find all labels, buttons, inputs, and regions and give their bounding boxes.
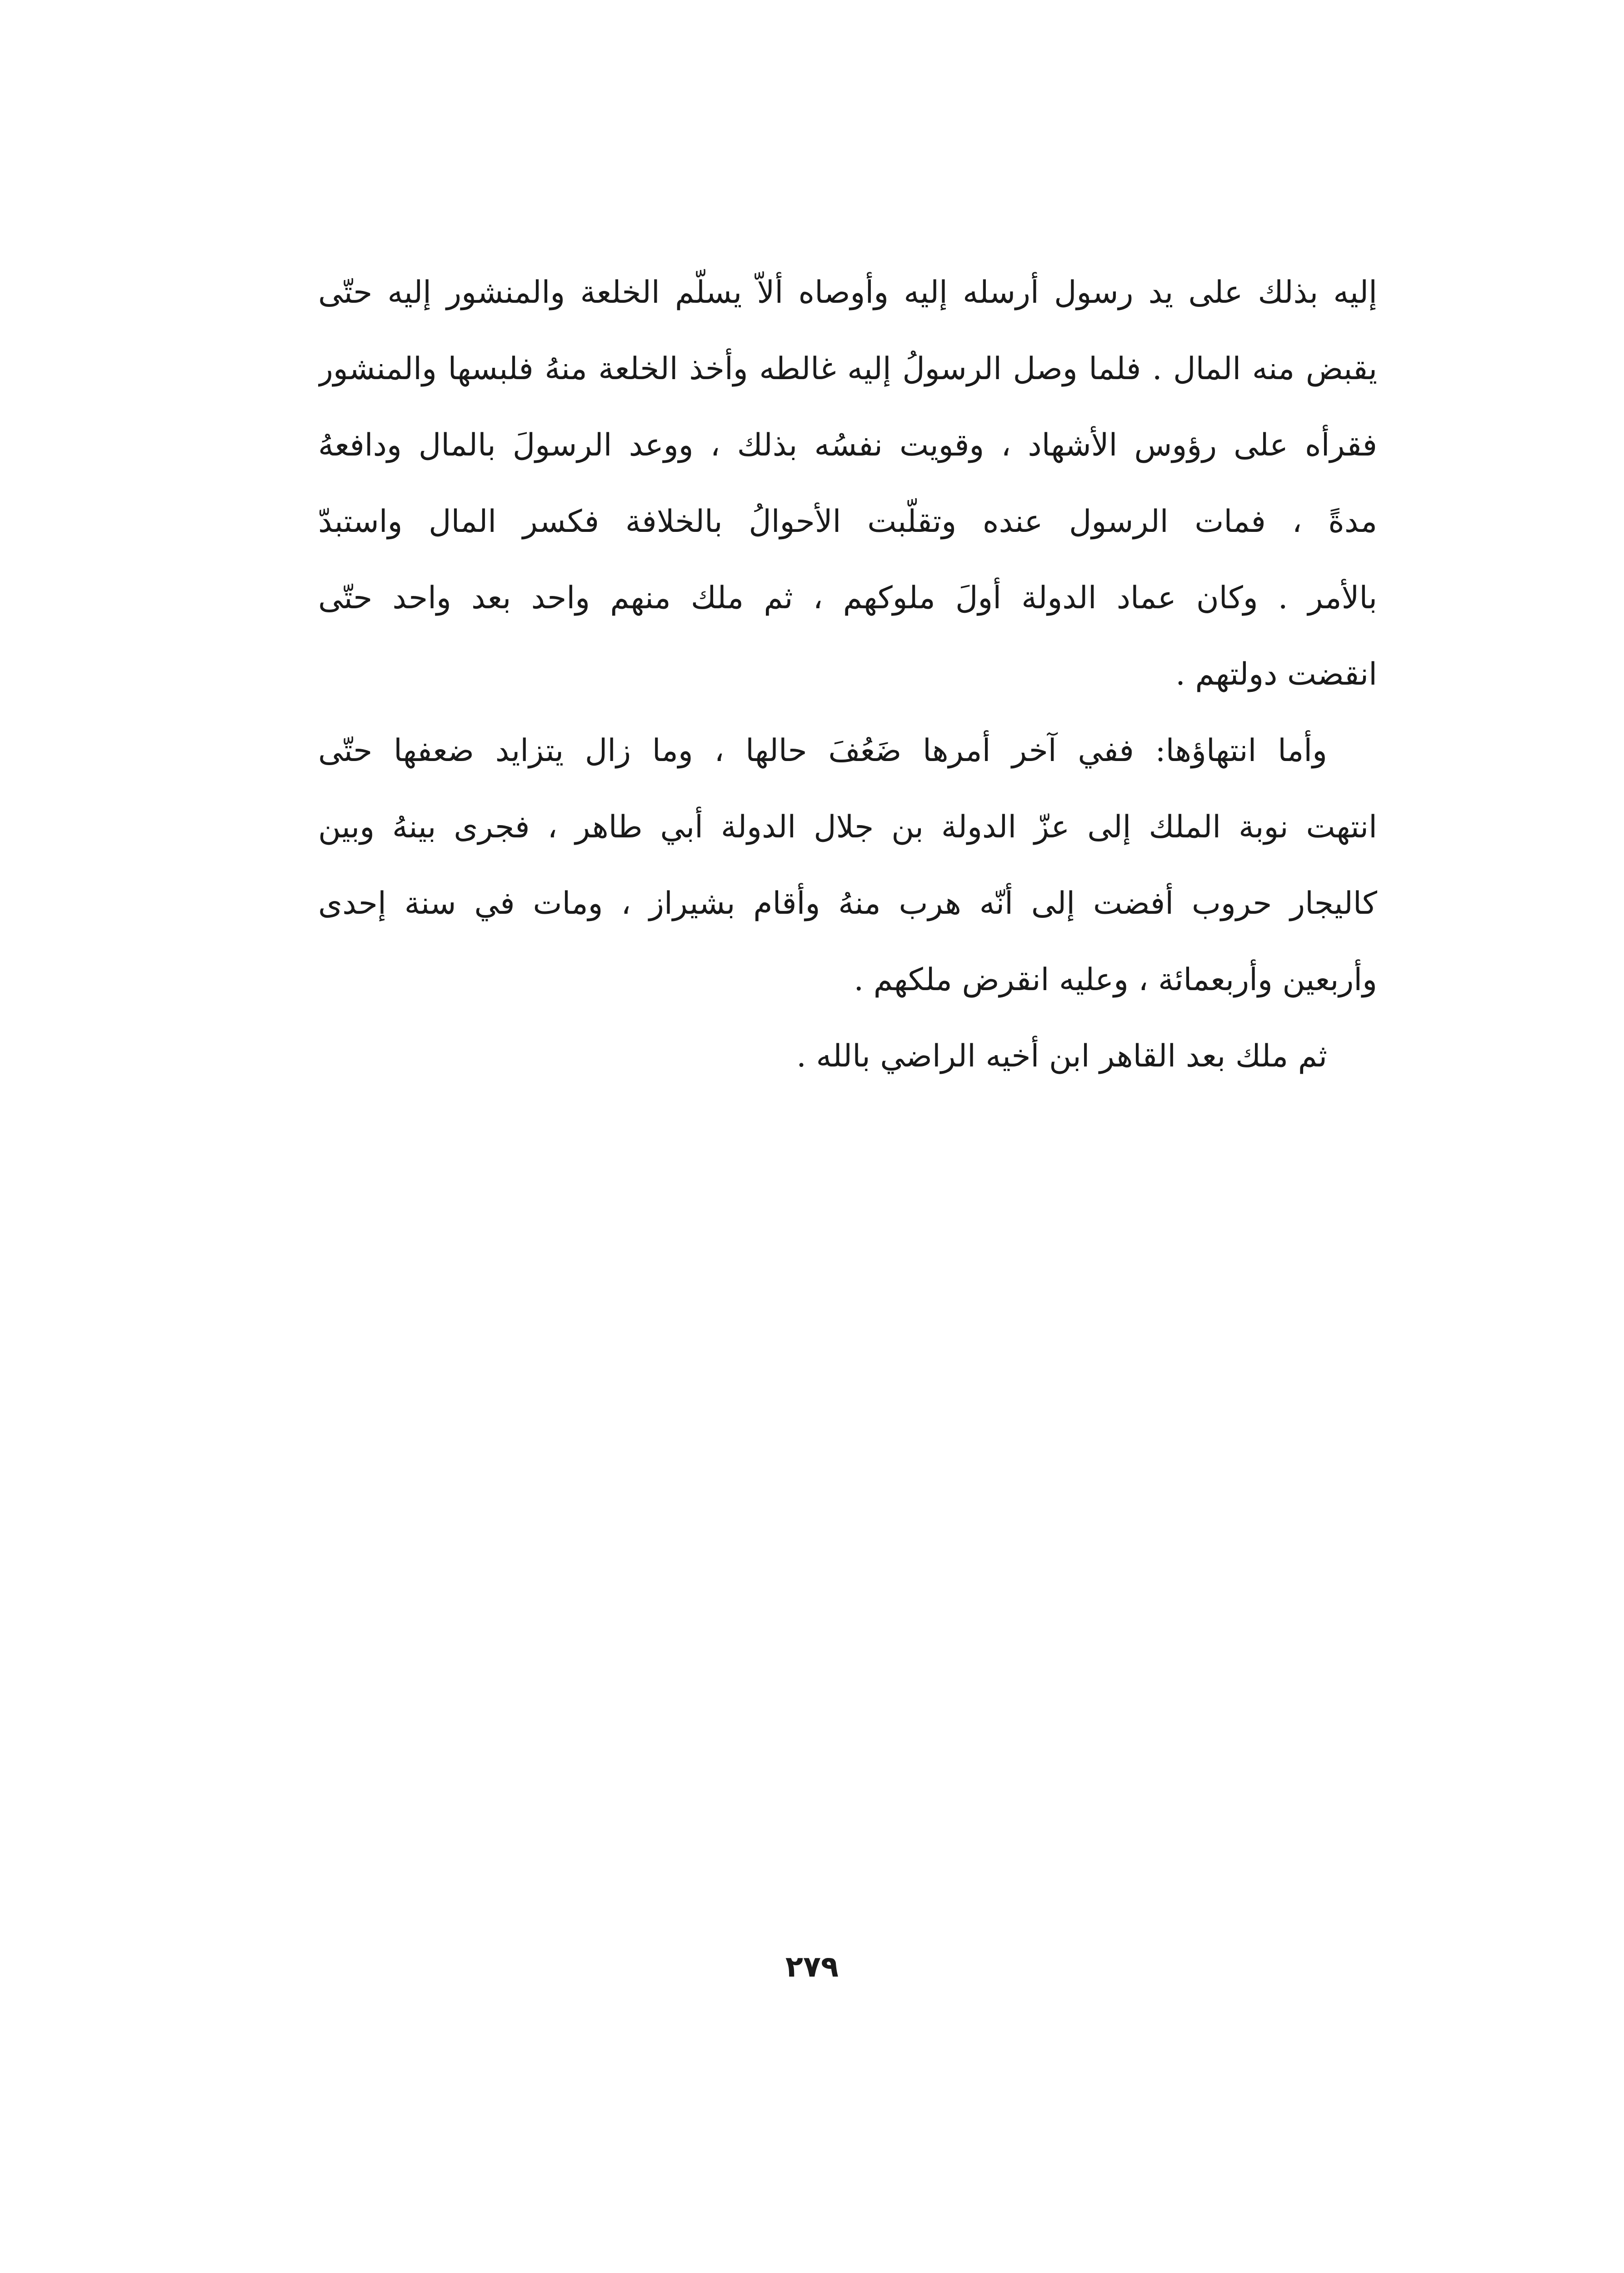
text-line: يقبض منه المال . فلما وصل الرسولُ إليه غالطه وأخذ الخلعة منهُ فلبسها والمنشور — [318, 351, 1377, 387]
text-line: فقرأه على رؤوس الأشهاد ، وقويت نفسُه بذلك ، ووعد الرسولَ بالمال ودافعهُ — [318, 427, 1377, 463]
page-number: ٢٧٩ — [785, 1950, 839, 1984]
paragraph-1 — [318, 255, 1377, 713]
text-line: كاليجار حروب أفضت إلى أنّه هرب منهُ وأقام بشيراز ، ومات في سنة إحدى — [318, 886, 1377, 921]
paragraph-2 — [318, 713, 1377, 1018]
text-line: ثم ملك بعد القاهر ابن أخيه الراضي بالله . — [796, 1038, 1327, 1074]
text-line: انتهت نوبة الملك إلى عزّ الدولة بن جلال الدولة أبي طاهر ، فجرى بينهُ وبين — [318, 809, 1377, 845]
text-line: بالأمر . وكان عماد الدولة أولَ ملوكهم ، ثم ملك منهم واحد بعد واحد حتّى — [318, 580, 1377, 616]
text-line: وأربعين وأربعمائة ، وعليه انقرض ملكهم . — [854, 962, 1377, 998]
text-line: انقضت دولتهم . — [1175, 656, 1377, 692]
text-line: مدةً ، فمات الرسول عنده وتقلّبت الأحوالُ بالخلافة فكسر المال واستبدّ — [318, 504, 1377, 540]
text-line: إليه بذلك على يد رسول أرسله إليه وأوصاه ألاّ يسلّم الخلعة والمنشور إليه حتّى — [318, 275, 1377, 310]
body-text — [318, 255, 1377, 1095]
text-line: وأما انتهاؤها: ففي آخر أمرها ضَعُفَ حالها ، وما زال يتزايد ضعفها حتّى — [318, 733, 1327, 769]
paragraph-3 — [318, 1018, 1377, 1095]
